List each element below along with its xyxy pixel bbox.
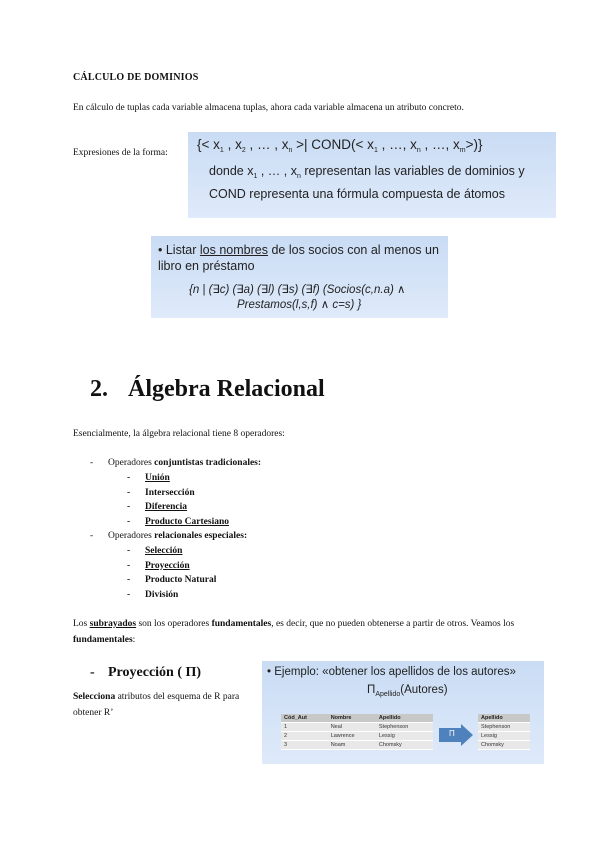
conjuntistas-list <box>145 471 229 529</box>
operators-list <box>108 456 408 471</box>
expresiones-label: Expresiones de la forma: <box>73 148 168 158</box>
formula-description: donde $x_1$ , … , $x_n$ representan las variables de dominios y COND representa una fórmula compuesta de átomos <box>209 164 525 201</box>
section-title-calculo: CÁLCULO DE DOMINIOS <box>73 72 199 83</box>
projection-dash: - <box>90 665 95 680</box>
calculo-intro: En cálculo de tuplas cada variable almacena tuplas, ahora cada variable almacena un atributo concreto. <box>73 103 464 113</box>
table-row: Chomsky <box>478 741 530 750</box>
table-row: 3 Noam Chomsky <box>281 741 433 750</box>
list-item-division: - División <box>145 588 216 603</box>
projection-example-text: • Ejemplo: «obtener los apellidos de los autores» <box>267 666 516 678</box>
projection-description: Selecciona atributos del esquema de R para obtener R’ <box>73 692 240 718</box>
list-item-union: - Unión <box>145 471 229 486</box>
example-bullet: • Listar los nombres de los socios con al menos un libro en préstamo <box>158 243 439 273</box>
section2-title: Álgebra Relacional <box>128 376 325 402</box>
table-row: 1 Neal Stephenson <box>281 723 433 732</box>
projection-example-box <box>262 661 544 764</box>
example-formula-line2: Prestamos(l,s,f) ∧ c=s) } <box>237 299 362 311</box>
relacionales-list <box>145 544 216 602</box>
operators-list-2 <box>108 529 408 544</box>
result-table: Apellido Stephenson Lessig Chomsky <box>478 714 530 750</box>
list-item-interseccion: - Intersección <box>145 486 229 501</box>
domain-formula: {< $x_1$ , $x_2$ , … , $x_n$ >| COND(< $x_1$ , …, $x_n$ , …, $x_m>$)} <box>197 137 483 154</box>
list-item: - Operadores relacionales especiales: <box>108 529 408 544</box>
algebra-intro: Esencialmente, la álgebra relacional tiene 8 operadores: <box>73 429 285 439</box>
projection-expression: $\Pi_{Apellido}(Autores)$ <box>367 684 448 698</box>
fundamentales-note: Los subrayados son los operadores fundamentales, es decir, que no pueden obtenerse a partir de otros. Veamos los fundamentales: <box>73 619 515 645</box>
list-item-proyeccion: - Proyección <box>145 559 216 574</box>
example-box <box>151 236 448 318</box>
projection-arrow-icon <box>439 724 473 746</box>
list-item-producto-cartesiano: - Producto Cartesiano <box>145 515 229 530</box>
list-item: - Operadores conjuntistas tradicionales: <box>108 456 408 471</box>
autores-table <box>281 714 433 750</box>
table-row: 2 Lawrence Lessig <box>281 732 433 741</box>
table-row: Lessig <box>478 732 530 741</box>
list-item-seleccion: - Selección <box>145 544 216 559</box>
example-formula-line1: {n | (∃c) (∃a) (∃l) (∃s) (∃f) (Socios(c,n.a) ∧ <box>189 284 406 296</box>
list-item-diferencia: - Diferencia <box>145 500 229 515</box>
section2-number: 2. <box>90 376 108 402</box>
table-row: Stephenson <box>478 723 530 732</box>
arrow-label: Π <box>449 729 455 738</box>
projection-title: Proyección ( Π) <box>108 665 202 680</box>
list-item-producto-natural: - Producto Natural <box>145 573 216 588</box>
table-header-row: Cód_Aut Nombre Apellido <box>281 714 433 723</box>
formula-box <box>188 132 556 218</box>
